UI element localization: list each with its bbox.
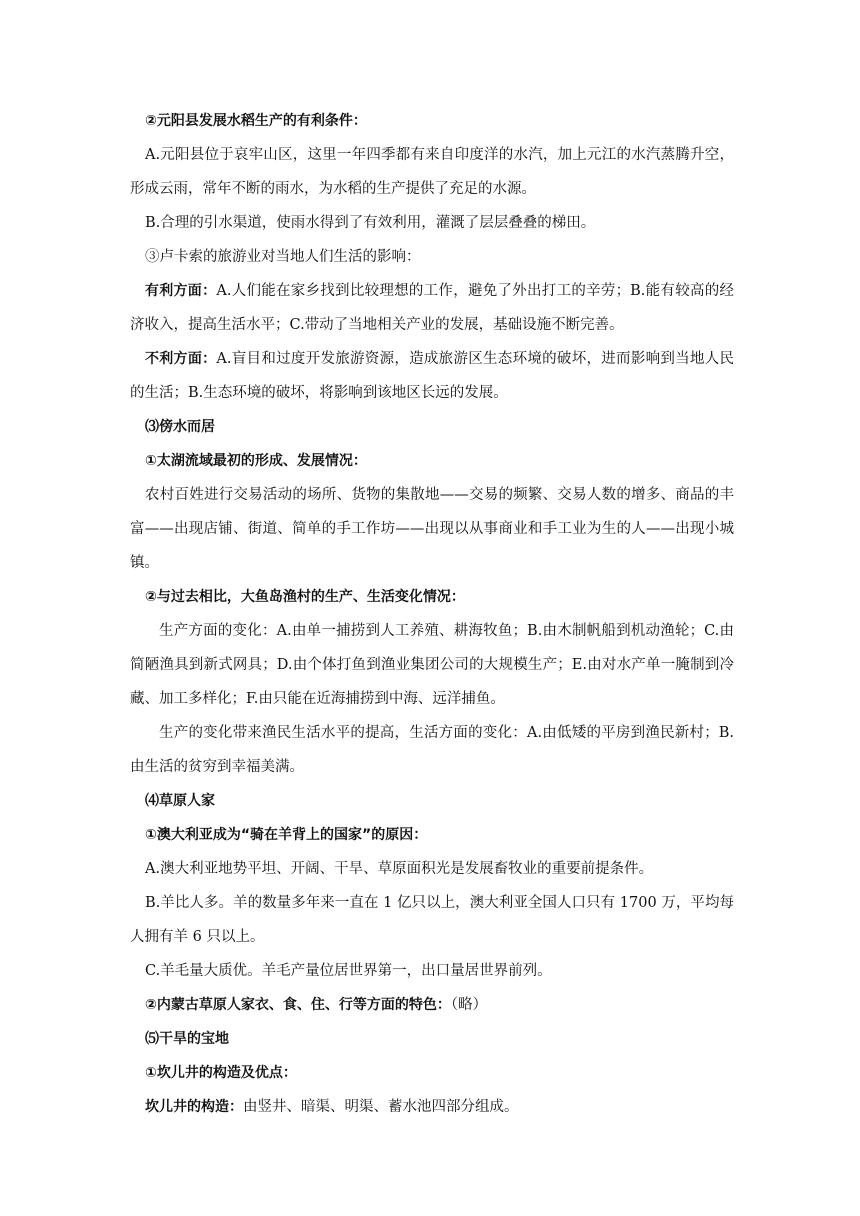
paragraph-heading-dayudao: ②与过去相比，大鱼岛渔村的生产、生活变化情况：: [145, 589, 465, 605]
paragraph-australia-c: C.羊毛量大质优。羊毛产量位居世界第一，出口量居世界前列。: [145, 963, 552, 979]
paragraph-australia-a: A.澳大利亚地势平坦、开阔、干旱、草原面积光是发展畜牧业的重要前提条件。: [145, 861, 654, 877]
paragraph-luxor-advantages: 有利方面：A.人们能在家乡找到比较理想的工作，避免了外出打工的辛劳；B.能有较高的经济收入，提高生活水平；C.带动了当地相关产业的发展，基础设施不断完善。: [130, 283, 735, 333]
paragraph-dayudao-life: 生产的变化带来渔民生活水平的提高，生活方面的变化：A.由低矮的平房到渔民新村；B.由生活的贫穷到幸福美满。: [130, 725, 734, 775]
document-body: [130, 104, 734, 1124]
paragraph-luxor-disadvantages: 不利方面：A.盲目和过度开发旅游资源，造成旅游区生态环境的破坏，进而影响到当地人民的生活；B.生态环境的破坏，将影响到该地区长远的发展。: [130, 351, 735, 401]
section-heading-waterside: ⑶傍水而居: [145, 419, 215, 435]
paragraph-heading-karez: ①坎儿井的构造及优点：: [145, 1065, 297, 1081]
section-heading-grassland: ⑷草原人家: [145, 793, 215, 809]
paragraph-luxor-heading: ③卢卡索的旅游业对当地人们生活的影响：: [145, 249, 421, 265]
paragraph-karez-structure: 坎儿井的构造：由竖井、暗渠、明渠、蓄水池四部分组成。: [145, 1099, 519, 1115]
paragraph-yuanyang-b: B.合理的引水渠道，使雨水得到了有效利用，灌溉了层层叠叠的梯田。: [145, 215, 596, 231]
paragraph-heading-taihu: ①太湖流域最初的形成、发展情况：: [145, 453, 367, 469]
paragraph-australia-b: B.羊比人多。羊的数量多年来一直在 1 亿只以上，澳大利亚全国人口只有 1700 万，平均每人拥有羊 6 只以上。: [130, 895, 734, 945]
paragraph-dayudao-production: 生产方面的变化：A.由单一捕捞到人工养殖、耕海牧鱼；B.由木制帆船到机动渔轮；C.由简陋渔具到新式网具；D.由个体打鱼到渔业集团公司的大规模生产；E.由对水产单一腌制到冷藏、加工多样化；F.由只能在近海捕捞到中海、远洋捕鱼。: [130, 623, 734, 707]
paragraph-yuanyang-a: A.元阳县位于哀牢山区，这里一年四季都有来自印度洋的水汽，加上元江的水汽蒸腾升空，形成云雨，常年不断的雨水，为水稻的生产提供了充足的水源。: [130, 147, 734, 197]
paragraph-heading-australia: ①澳大利亚成为“骑在羊背上的国家”的原因：: [145, 827, 428, 843]
paragraph-heading-yuanyang-conditions: ②元阳县发展水稻生产的有利条件：: [145, 113, 367, 129]
paragraph-taihu-development: 农村百姓进行交易活动的场所、货物的集散地——交易的频繁、交易人数的增多、商品的丰富——出现店铺、街道、简单的手工作坊——出现以从事商业和手工业为生的人——出现小城镇。: [130, 487, 734, 571]
section-heading-arid: ⑸干旱的宝地: [145, 1031, 229, 1047]
paragraph-heading-inner-mongolia: ②内蒙古草原人家衣、食、住、行等方面的特色：（略）: [145, 997, 488, 1013]
